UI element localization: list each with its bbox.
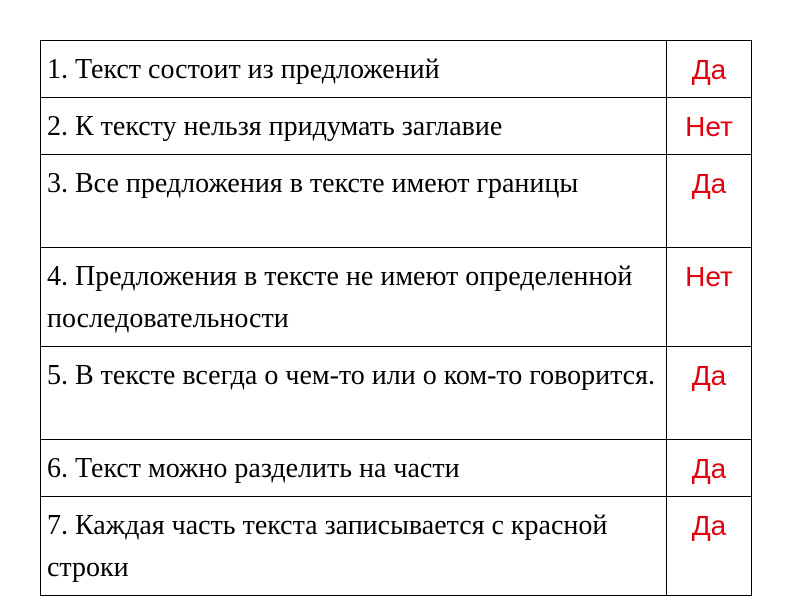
answer-cell: Да	[667, 497, 752, 596]
answer-cell: Нет	[667, 248, 752, 347]
statement-cell: 6. Текст можно разделить на части	[41, 440, 667, 497]
table-row	[41, 347, 752, 440]
answer-cell: Да	[667, 347, 752, 440]
statement-cell: 2. К тексту нельзя придумать заглавие	[41, 98, 667, 155]
statement-cell: 3. Все предложения в тексте имеют границы	[41, 155, 667, 248]
answer-cell: Да	[667, 440, 752, 497]
quiz-table	[40, 40, 752, 596]
table-row	[41, 155, 752, 248]
answer-cell: Да	[667, 155, 752, 248]
statement-cell: 1. Текст состоит из предложений	[41, 41, 667, 98]
answer-cell: Нет	[667, 98, 752, 155]
table-row	[41, 497, 752, 596]
quiz-table-container	[40, 40, 752, 596]
table-row	[41, 98, 752, 155]
statement-cell: 4. Предложения в тексте не имеют определенной последовательности	[41, 248, 667, 347]
statement-cell: 7. Каждая часть текста записывается с красной строки	[41, 497, 667, 596]
statement-cell: 5. В тексте всегда о чем-то или о ком-то говорится.	[41, 347, 667, 440]
answer-cell: Да	[667, 41, 752, 98]
table-row	[41, 41, 752, 98]
table-row	[41, 248, 752, 347]
table-row	[41, 440, 752, 497]
